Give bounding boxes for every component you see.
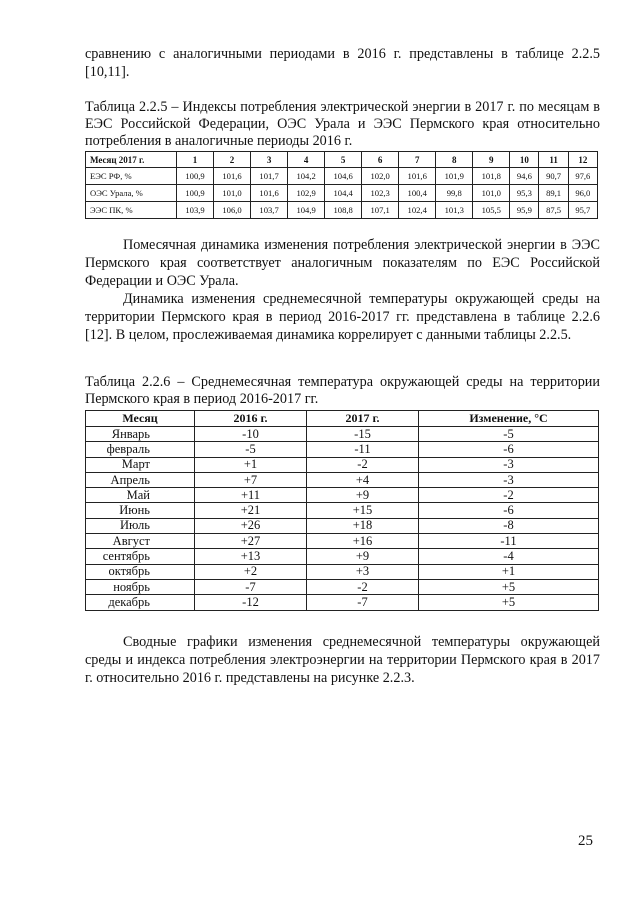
table-cell: 102,0 xyxy=(362,168,399,185)
table-cell: 101,6 xyxy=(251,185,288,202)
table-cell: 101,3 xyxy=(436,202,473,219)
table-cell: +4 xyxy=(307,472,419,487)
table-cell: +11 xyxy=(195,488,307,503)
table-cell: +7 xyxy=(195,472,307,487)
table-header-row xyxy=(86,152,598,168)
header-cell: 2 xyxy=(214,152,251,168)
table-row xyxy=(86,503,599,518)
table-cell: -5 xyxy=(195,442,307,457)
table-cell: -7 xyxy=(195,579,307,594)
table-cell: 104,9 xyxy=(288,202,325,219)
header-cell: 12 xyxy=(568,152,597,168)
table-cell: 102,3 xyxy=(362,185,399,202)
table-cell: +16 xyxy=(307,534,419,549)
table-cell: 94,6 xyxy=(510,168,539,185)
table-row xyxy=(86,488,599,503)
table-row xyxy=(86,534,599,549)
table-cell: -3 xyxy=(419,472,599,487)
table-row xyxy=(86,168,598,185)
table-cell: 107,1 xyxy=(362,202,399,219)
table-row xyxy=(86,579,599,594)
table-cell: +1 xyxy=(419,564,599,579)
header-cell: 10 xyxy=(510,152,539,168)
table-cell: 95,9 xyxy=(510,202,539,219)
month-cell: февраль xyxy=(86,442,195,457)
table-row xyxy=(86,202,598,219)
header-cell: 7 xyxy=(399,152,436,168)
table-cell: +26 xyxy=(195,518,307,533)
table-cell: +1 xyxy=(195,457,307,472)
table-cell: 104,4 xyxy=(325,185,362,202)
table-cell: -3 xyxy=(419,457,599,472)
header-cell: 4 xyxy=(288,152,325,168)
table-cell: 89,1 xyxy=(539,185,568,202)
table-row xyxy=(86,472,599,487)
table-cell: 99,8 xyxy=(436,185,473,202)
paragraph-consumption-dynamics: Помесячная динамика изменения потребления электрической энергии в ЭЭС Пермского края соответствует аналогичным показателям по ЕЭС Российской Федерации и ОЭС Урала. xyxy=(85,237,600,289)
table-cell: 100,9 xyxy=(177,168,214,185)
table-cell: 101,0 xyxy=(214,185,251,202)
paragraph-temperature-dynamics: Динамика изменения среднемесячной температуры окружающей среды на территории Пермского края в период 2016-2017 гг. представлена в таблице 2.2.6 [12]. В целом, прослеживаемая динамика коррелирует с данными таблицы 2.2.5. xyxy=(85,291,600,343)
table-cell: +15 xyxy=(307,503,419,518)
table-cell: -6 xyxy=(419,442,599,457)
page-number: 25 xyxy=(578,833,593,849)
header-cell: 5 xyxy=(325,152,362,168)
header-cell: 2016 г. xyxy=(195,411,307,427)
table-cell: +18 xyxy=(307,518,419,533)
row-label: ЕЭС РФ, % xyxy=(86,168,177,185)
table-row xyxy=(86,549,599,564)
header-cell: Изменение, °С xyxy=(419,411,599,427)
month-cell: Апрель xyxy=(86,472,195,487)
month-cell: Июнь xyxy=(86,503,195,518)
paragraph-summary-charts: Сводные графики изменения среднемесячной температуры окружающей среды и индекса потребления электроэнергии на территории Пермского края в 2017 г. относительно 2016 г. представлены на рисунке 2.2.3. xyxy=(85,634,600,686)
temperature-table xyxy=(85,410,599,611)
header-cell: Месяц xyxy=(86,411,195,427)
intro-paragraph: сравнению с аналогичными периодами в 2016 г. представлены в таблице 2.2.5 [10,11]. xyxy=(85,46,600,80)
table-row xyxy=(86,427,599,442)
table-cell: +5 xyxy=(419,595,599,610)
table-header-row xyxy=(86,411,599,427)
month-cell: ноябрь xyxy=(86,579,195,594)
table-cell: 106,0 xyxy=(214,202,251,219)
table-cell: +9 xyxy=(307,549,419,564)
header-cell: 1 xyxy=(177,152,214,168)
table-cell: 90,7 xyxy=(539,168,568,185)
table-cell: -10 xyxy=(195,427,307,442)
table-cell: 96,0 xyxy=(568,185,597,202)
table-cell: -8 xyxy=(419,518,599,533)
table-row xyxy=(86,442,599,457)
table-cell: -4 xyxy=(419,549,599,564)
table-cell: 108,8 xyxy=(325,202,362,219)
header-cell: 11 xyxy=(539,152,568,168)
month-cell: сентябрь xyxy=(86,549,195,564)
table-cell: 103,7 xyxy=(251,202,288,219)
table-cell: -11 xyxy=(419,534,599,549)
table-cell: 87,5 xyxy=(539,202,568,219)
table-cell: +21 xyxy=(195,503,307,518)
table-cell: -12 xyxy=(195,595,307,610)
header-cell: 2017 г. xyxy=(307,411,419,427)
table-2-2-5-caption: Таблица 2.2.5 – Индексы потребления электрической энергии в 2017 г. по месяцам в ЕЭС Российской Федерации, ОЭС Урала и ЭЭС Пермского края относительно потребления в аналогичные периоды 2016 г. xyxy=(85,99,600,149)
table-cell: 100,4 xyxy=(399,185,436,202)
table-cell: 100,9 xyxy=(177,185,214,202)
table-cell: 101,7 xyxy=(251,168,288,185)
table-2-2-6-caption: Таблица 2.2.6 – Среднемесячная температура окружающей среды на территории Пермского края в период 2016-2017 гг. xyxy=(85,374,600,407)
table-row xyxy=(86,564,599,579)
table-cell: 97,6 xyxy=(568,168,597,185)
table-cell: 101,6 xyxy=(214,168,251,185)
consumption-index-table xyxy=(85,151,598,219)
header-cell: 8 xyxy=(436,152,473,168)
table-cell: +5 xyxy=(419,579,599,594)
month-cell: Июль xyxy=(86,518,195,533)
table-cell: 103,9 xyxy=(177,202,214,219)
table-cell: -2 xyxy=(419,488,599,503)
table-cell: 102,9 xyxy=(288,185,325,202)
header-cell: Месяц 2017 г. xyxy=(86,152,177,168)
month-cell: Май xyxy=(86,488,195,503)
table-cell: -7 xyxy=(307,595,419,610)
table-cell: 104,6 xyxy=(325,168,362,185)
table-cell: 101,0 xyxy=(473,185,510,202)
table-row xyxy=(86,595,599,610)
table-cell: 95,7 xyxy=(568,202,597,219)
table-cell: 101,9 xyxy=(436,168,473,185)
table-cell: -2 xyxy=(307,457,419,472)
table-cell: 101,6 xyxy=(399,168,436,185)
table-cell: -11 xyxy=(307,442,419,457)
header-cell: 6 xyxy=(362,152,399,168)
month-cell: Март xyxy=(86,457,195,472)
table-cell: 104,2 xyxy=(288,168,325,185)
table-row xyxy=(86,457,599,472)
table-cell: +3 xyxy=(307,564,419,579)
header-cell: 9 xyxy=(473,152,510,168)
table-cell: -15 xyxy=(307,427,419,442)
table-cell: 95,3 xyxy=(510,185,539,202)
table-row xyxy=(86,518,599,533)
table-cell: +2 xyxy=(195,564,307,579)
header-cell: 3 xyxy=(251,152,288,168)
table-cell: -2 xyxy=(307,579,419,594)
table-cell: 102,4 xyxy=(399,202,436,219)
table-row xyxy=(86,185,598,202)
month-cell: Январь xyxy=(86,427,195,442)
month-cell: Август xyxy=(86,534,195,549)
month-cell: декабрь xyxy=(86,595,195,610)
table-cell: +9 xyxy=(307,488,419,503)
month-cell: октябрь xyxy=(86,564,195,579)
table-cell: +27 xyxy=(195,534,307,549)
table-cell: -6 xyxy=(419,503,599,518)
table-cell: +13 xyxy=(195,549,307,564)
row-label: ЭЭС ПК, % xyxy=(86,202,177,219)
table-cell: -5 xyxy=(419,427,599,442)
row-label: ОЭС Урала, % xyxy=(86,185,177,202)
table-cell: 101,8 xyxy=(473,168,510,185)
table-cell: 105,5 xyxy=(473,202,510,219)
